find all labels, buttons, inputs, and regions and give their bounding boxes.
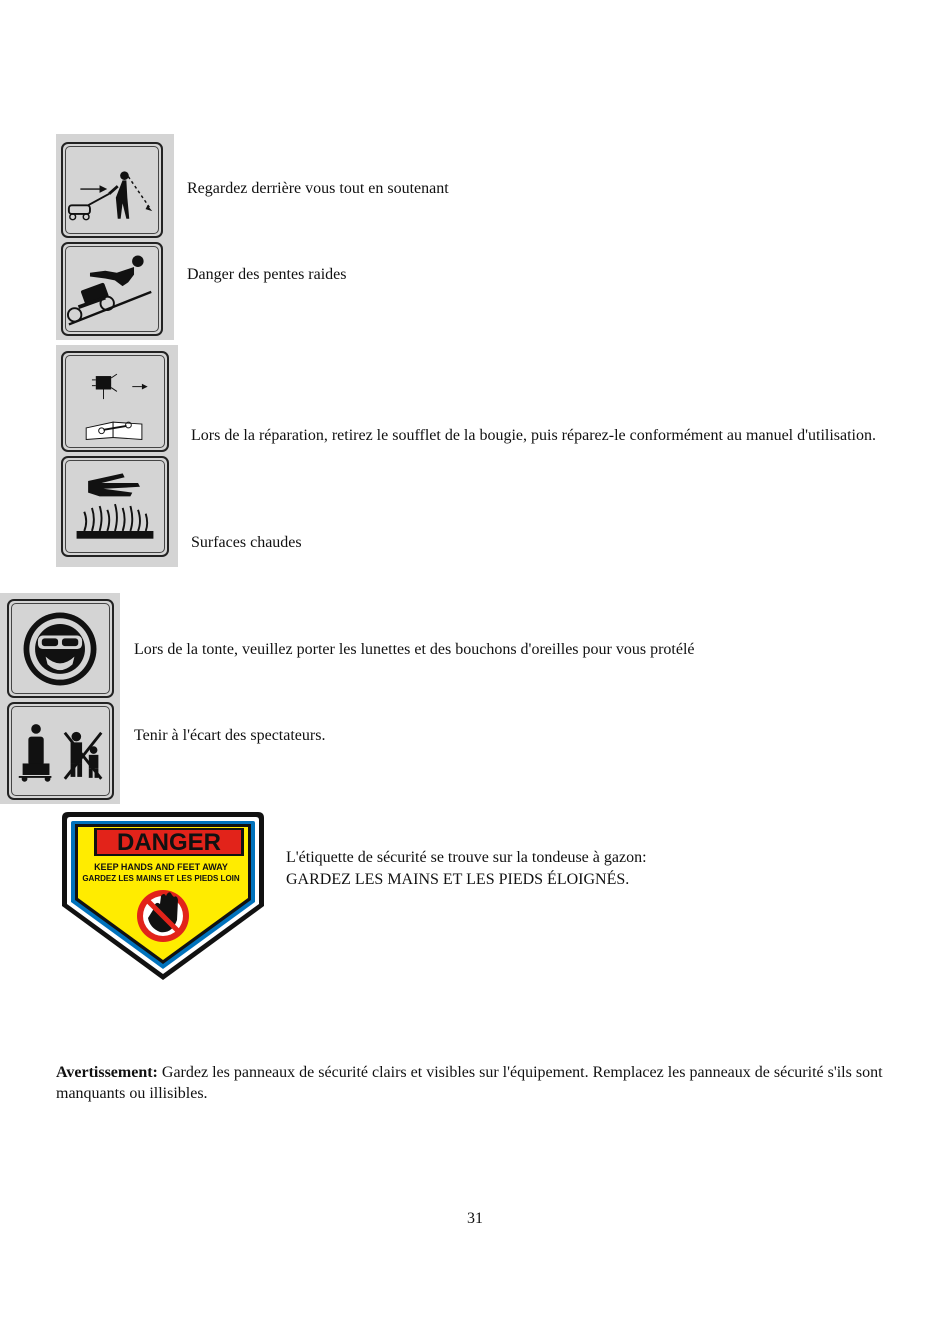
hot-surface-text: Surfaces chaudes bbox=[191, 534, 302, 551]
safety-decal-panel-2 bbox=[56, 345, 178, 567]
protection-text: Lors de la tonte, veuillez porter les lunettes et des bouchons d'oreilles pour vous protélé bbox=[134, 641, 695, 658]
danger-caption-line2: GARDEZ LES MAINS ET LES PIEDS ÉLOIGNÉS. bbox=[286, 871, 630, 888]
warning-label: Avertissement: bbox=[56, 1064, 158, 1081]
hot-surface-icon bbox=[61, 456, 169, 557]
safety-decal-panel-3 bbox=[0, 593, 120, 804]
look-behind-text: Regardez derrière vous tout en soutenant bbox=[187, 180, 449, 197]
keep-bystanders-away-icon bbox=[7, 702, 114, 800]
bystanders-text: Tenir à l'écart des spectateurs. bbox=[134, 727, 326, 744]
spark-plug-manual-icon bbox=[61, 351, 169, 452]
steep-slope-text: Danger des pentes raides bbox=[187, 266, 347, 283]
page-number: 31 bbox=[467, 1210, 483, 1227]
danger-safety-label bbox=[60, 810, 266, 982]
danger-line-fr: GARDEZ LES MAINS ET LES PIEDS LOIN bbox=[82, 874, 240, 883]
danger-line-en: KEEP HANDS AND FEET AWAY bbox=[94, 862, 228, 872]
steep-slope-danger-icon bbox=[61, 242, 163, 336]
danger-title: DANGER bbox=[116, 829, 222, 856]
danger-caption-line1: L'étiquette de sécurité se trouve sur la tondeuse à gazon: bbox=[286, 849, 647, 866]
warning-paragraph bbox=[56, 1062, 896, 1104]
warning-text: Gardez les panneaux de sécurité clairs et visibles sur l'équipement. Remplacez les panneaux de sécurité s'ils sont manquants ou illisibles. bbox=[56, 1064, 883, 1102]
eye-ear-protection-icon bbox=[7, 599, 114, 698]
look-behind-mower-icon bbox=[61, 142, 163, 238]
safety-decal-panel-1 bbox=[56, 134, 174, 340]
spark-plug-text: Lors de la réparation, retirez le soufflet de la bougie, puis réparez-le conformément au manuel d'utilisation. bbox=[191, 427, 876, 444]
